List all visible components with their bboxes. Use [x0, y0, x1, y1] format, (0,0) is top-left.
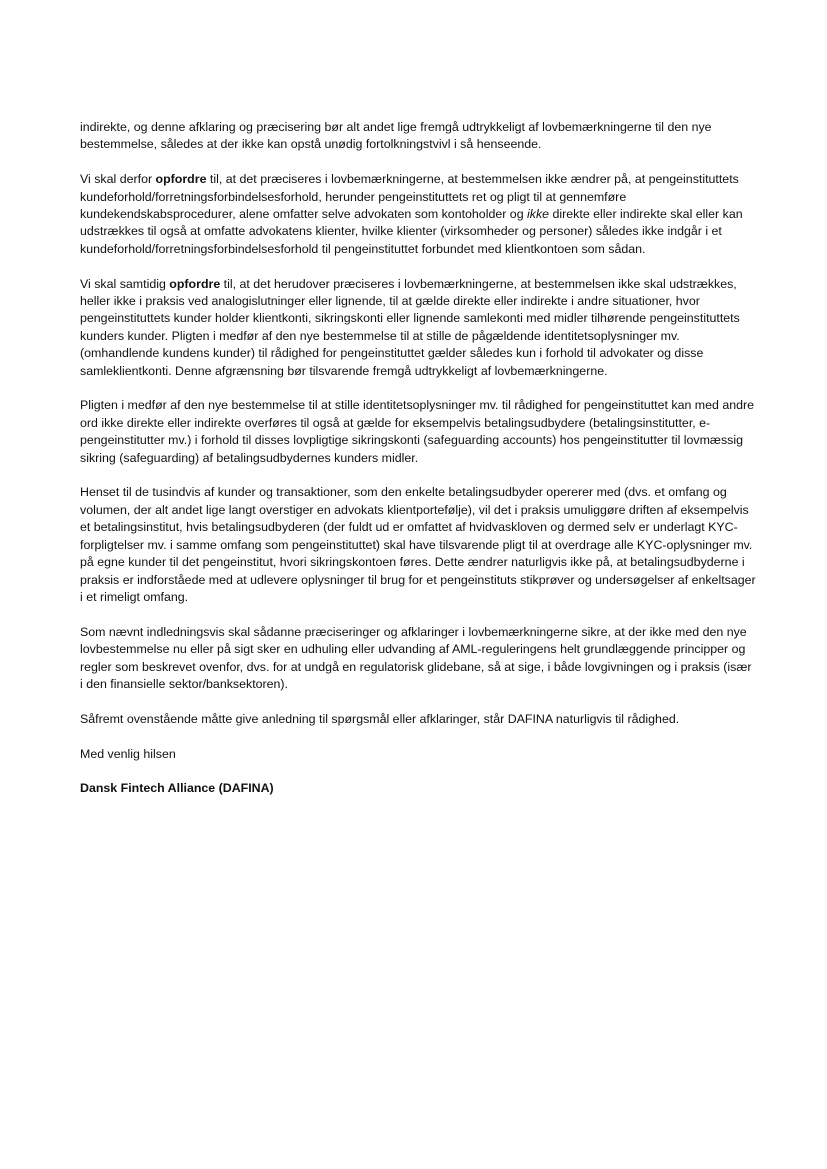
paragraph-2 [80, 171, 756, 258]
paragraph-5: Henset til de tusindvis af kunder og transaktioner, som den enkelte betalingsudbyder opererer med (dvs. et omfang og volumen, der alt andet lige langt overstiger en advokats klientportefølje), vil det i praksis umuliggøre driften af eksempelvis et betalingsinstitut, hvis betalingsudbyderen (der fuldt ud er omfattet af hvidvaskloven og dermed selv er underlagt KYC-forpligtelser mv. i samme omfang som pengeinstituttet) skal have tilsvarende pligt til at overdrage alle KYC-oplysninger mv. på egne kunder til det pengeinstitut, hvori sikringskontoen føres. Dette ændrer naturligvis ikke på, at betalingsudbyderne i praksis er indforståede med at udlevere oplysninger til brug for et pengeinstituts stikprøver og undersøgelser af enkeltsager i et rimeligt omfang. [80, 485, 756, 604]
paragraph-2-text-e: direkte eller indirekte skal eller kan udstrækkes til også at omfatte advokatens klienter, hvilke klienter (virksomheder og personer) således ikke indgår i et kundeforhold/forretningsforbindelsesforhold til pengeinstituttet forbundet med klientkontoen som sådan. [80, 207, 743, 256]
signoff: Med venlig hilsen [80, 746, 176, 761]
paragraph-2-text-a: Vi skal derfor [80, 172, 156, 187]
paragraph-2-text-c: til, at det præciseres i lovbemærkningerne, at bestemmelsen ikke ændrer på, at pengeinstituttets kundeforhold/forretningsforbindelsesforhold, herunder pengeinstituttets ret og pligt til at gennemføre kundekendskabsprocedurer, alene omfatter selve advokaten som kontoholder og [80, 172, 739, 222]
paragraph-3 [80, 276, 756, 380]
paragraph-1: indirekte, og denne afklaring og præcisering bør alt andet lige fremgå udtrykkeligt af lovbemærkningerne til den nye bestemmelse, således at der ikke kan opstå unødig fortolkningstvivl i så henseende. [80, 120, 712, 152]
paragraph-6: Som nævnt indledningsvis skal sådanne præciseringer og afklaringer i lovbemærkningerne sikre, at der ikke med den nye lovbestemmelse nu eller på sigt sker en udhuling eller udvanding af AML-reguleringens helt grundlæggende principper og regler som beskrevet ovenfor, dvs. for at undgå en regulatorisk glidebane, så at sige, i både lovgivningen og i praksis (især i den finansielle sektor/banksektoren). [80, 624, 752, 691]
paragraph-7: Såfremt ovenstående måtte give anledning til spørgsmål eller afklaringer, står DAFINA naturligvis til rådighed. [80, 711, 680, 726]
paragraph-2-emphasis-ikke: ikke [527, 207, 550, 222]
paragraph-4: Pligten i medfør af den nye bestemmelse til at stille identitetsoplysninger mv. til rådighed for pengeinstituttet kan med andre ord ikke direkte eller indirekte overføres til også at gælde for eksempelvis betalingsudbydere (betalingsinstitutter, e-pengeinstitutter mv.) i forhold til disses lovpligtige sikringskonti (safeguarding accounts) hos pengeinstitutter til lovmæssig sikring (safeguarding) af betalingsudbydernes kunders midler. [80, 398, 755, 465]
paragraph-3-emphasis-opfordre: opfordre [169, 276, 221, 291]
letter-body [80, 119, 756, 798]
paragraph-3-text-a: Vi skal samtidig [80, 276, 170, 291]
paragraph-2-emphasis-opfordre: opfordre [155, 172, 207, 187]
signature: Dansk Fintech Alliance (DAFINA) [80, 781, 274, 796]
paragraph-3-text-c: til, at det herudover præciseres i lovbemærkningerne, at bestemmelsen ikke skal udstrækkes, heller ikke i praksis ved analogislutninger eller lignende, til at gælde direkte eller indirekte i andre situationer, hvor pengeinstituttets kunder holder klientkonti, sikringskonti eller lignende samlekonti med midler tilhørende pengeinstituttets kunders kunder. Pligten i medfør af den nye bestemmelse til at stille de pågældende identitetsoplysninger mv. (omhandlende kundens kunder) til rådighed for pengeinstituttet gælder således kun i forhold til advokater og disse samleklientkonti. Denne afgrænsning bør tilsvarende fremgå udtrykkeligt af lovbemærkningerne. [80, 276, 740, 378]
